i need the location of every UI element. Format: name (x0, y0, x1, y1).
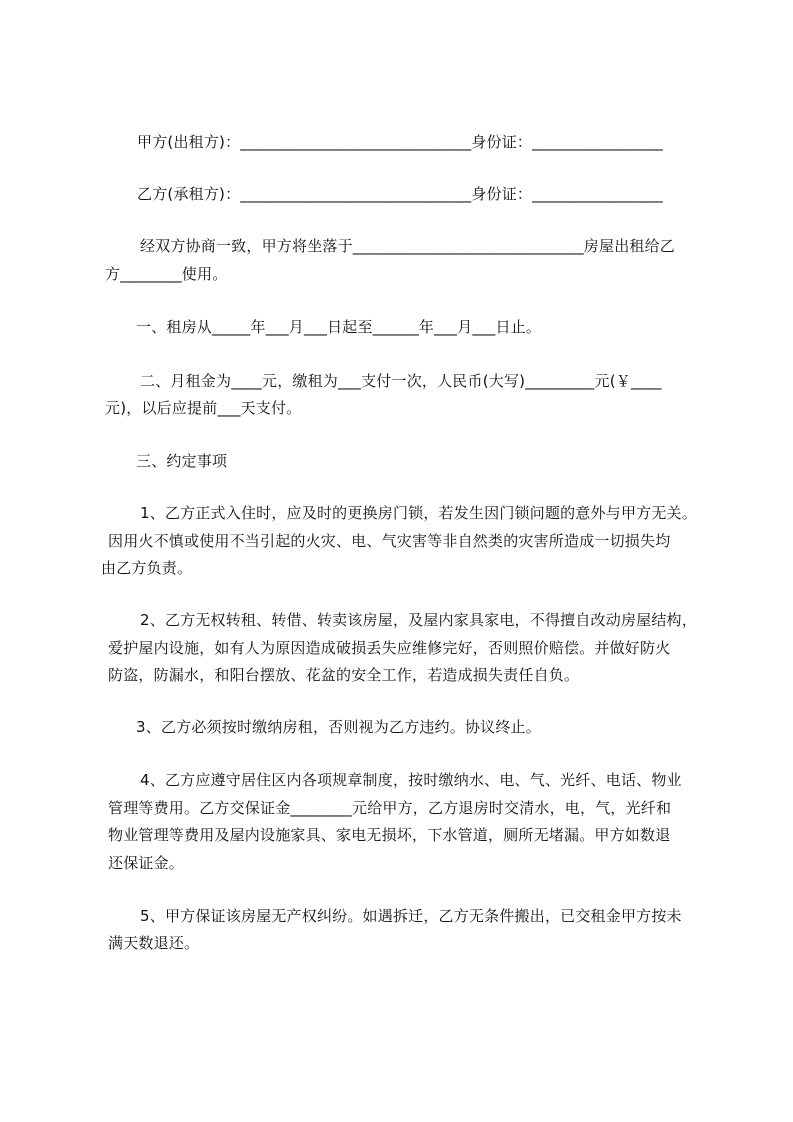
clause-1-line-3: 由乙方负责。 (101, 559, 193, 577)
clause-2-line-3: 防盗，防漏水，和阳台摆放、花盆的安全工作，若造成损失责任自负。 (108, 666, 580, 684)
clause-2-line-2: 爱护屋内设施，如有人为原因造成破损丢失应维修完好，否则照价赔偿。并做好防火 (108, 639, 671, 657)
rent-line-2: 元)，以后应提前___天支付。 (105, 399, 302, 417)
clause-1-line-1: 1、乙方正式入住时，应及时的更换房门锁，若发生因门锁问题的意外与甲方无关。 (140, 504, 697, 522)
clause-4-line-4: 还保证金。 (108, 854, 185, 872)
clause-2-line-1: 2、乙方无权转租、转借、转卖该房屋，及屋内家具家电，不得擅自改动房屋结构， (140, 611, 697, 629)
clause-4-line-2: 管理等费用。乙方交保证金________元给甲方，乙方退房时交清水，电，气，光纤和 (108, 799, 672, 817)
clause-4-line-1: 4、乙方应遵守居住区内各项规章制度，按时缴纳水、电、气、光纤、电话、物业 (140, 771, 682, 789)
section-3-title: 三、约定事项 (136, 452, 228, 470)
party-b-line: 乙方(承租方)：______________________________身份证：_________________ (137, 185, 664, 203)
term-line: 一、租房从_____年___月___日起至______年___月___日止。 (136, 318, 542, 336)
clause-5-line-1: 5、甲方保证该房屋无产权纠纷。如遇拆迁，乙方无条件搬出，已交租金甲方按未 (140, 907, 682, 925)
clause-5-line-2: 满天数退还。 (108, 934, 200, 952)
clause-4-line-3: 物业管理等费用及屋内设施家具、家电无损坏，下水管道，厕所无堵漏。甲方如数退 (108, 826, 671, 844)
intro-line-2: 方________使用。 (105, 265, 228, 283)
intro-line-1: 经双方协商一致，甲方将坐落于______________________________房屋出租给乙 (140, 237, 676, 255)
clause-1-line-2: 因用火不慎或使用不当引起的火灾、电、气灾害等非自然类的灾害所造成一切损失均 (108, 532, 671, 550)
clause-3-line: 3、乙方必须按时缴纳房租，否则视为乙方违约。协议终止。 (136, 718, 541, 736)
party-a-line: 甲方(出租方)：______________________________身份证：_________________ (137, 133, 664, 151)
rent-line-1: 二、月租金为____元，缴租为___支付一次，人民币(大写)_________元(￥____ (140, 372, 662, 390)
